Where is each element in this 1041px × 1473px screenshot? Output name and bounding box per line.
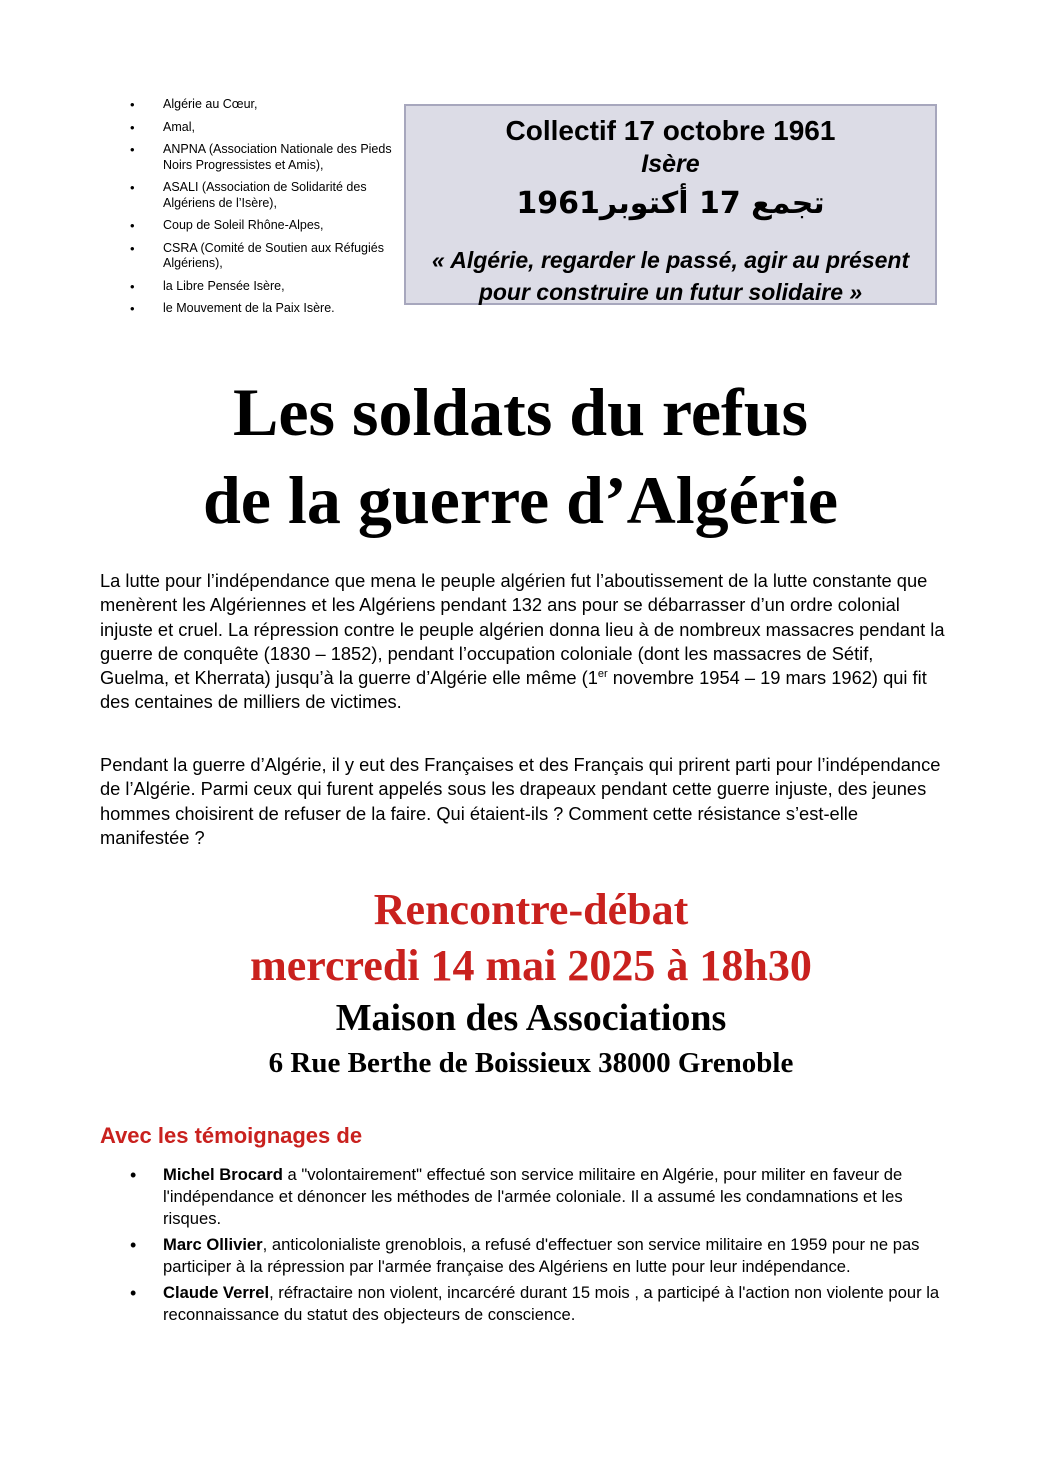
org-item: • le Mouvement de la Paix Isère. xyxy=(130,301,398,317)
title-line-1: Les soldats du refus xyxy=(233,374,808,450)
collectif-arabic-name: تجمع 17 أكتوبر1961 xyxy=(516,186,825,221)
title-line-2: de la guerre d’Algérie xyxy=(202,462,839,538)
org-item: • ASALI (Association de Solidarité des Algériens de l’Isère), xyxy=(130,180,398,211)
collectif-name: Collectif 17 octobre 1961 xyxy=(505,115,836,146)
testimonies-heading: Avec les témoignages de xyxy=(100,1123,363,1148)
testimony-text: , anticolonialiste grenoblois, a refusé d'effectuer son service militaire en 1959 pour ne pas participer à la répression par l'armée française des Algériens en lutte pour leur indépendance. xyxy=(163,1235,920,1276)
testimony-name: Marc Ollivier xyxy=(163,1235,263,1254)
testimony-item xyxy=(130,1282,940,1326)
slogan-line-2: pour construire un futur solidaire » xyxy=(478,279,863,305)
org-item: • la Libre Pensée Isère, xyxy=(130,279,398,295)
collectif-region: Isère xyxy=(641,150,700,178)
testimony-item xyxy=(130,1234,940,1278)
context-paragraph: Pendant la guerre d’Algérie, il y eut des Françaises et des Français qui prirent parti pour l’indépendance de l’Algérie. Parmi ceux qui furent appelés sous les drapeaux pendant cette guerre injuste, des jeunes hommes choisirent de refuser de la faire. Qui étaient-ils ? Comment cette résistance s’est-elle manifestée ? xyxy=(100,754,941,848)
organisations-list xyxy=(130,97,398,324)
collectif-slogan xyxy=(406,244,935,308)
org-item: • Amal, xyxy=(130,120,398,136)
event-date: mercredi 14 mai 2025 à 18h30 xyxy=(250,941,812,990)
slogan-line-1: « Algérie, regarder le passé, agir au présent xyxy=(431,247,910,273)
intro-text-end: novembre 1954 – 19 mars 1962) qui fit des centaines de milliers de victimes. xyxy=(100,667,927,713)
org-item: • CSRA (Comité de Soutien aux Réfugiés Algériens), xyxy=(130,241,398,272)
org-item: • ANPNA (Association Nationale des Pieds Noirs Progressistes et Amis), xyxy=(130,142,398,173)
superscript-er: er xyxy=(597,668,608,681)
event-type: Rencontre-débat xyxy=(373,885,689,934)
testimony-item xyxy=(130,1164,940,1230)
event-venue: Maison des Associations xyxy=(335,997,727,1039)
intro-paragraph xyxy=(100,569,945,715)
event-address: 6 Rue Berthe de Boissieux 38000 Grenoble xyxy=(268,1047,794,1079)
page-title xyxy=(0,368,1041,544)
testimony-text: a "volontairement" effectué son service militaire en Algérie, pour militer en faveur de l'indépendance et dénoncer les méthodes de l'armée coloniale. Il a assumé les condamnations et les risques. xyxy=(163,1165,903,1228)
org-item: • Algérie au Cœur, xyxy=(130,97,398,113)
testimony-name: Claude Verrel xyxy=(163,1283,270,1302)
org-item: • Coup de Soleil Rhône-Alpes, xyxy=(130,218,398,234)
testimony-text: , réfractaire non violent, incarcéré durant 15 mois , a participé à l'action non violente pour la reconnaissance du statut des objecteurs de conscience. xyxy=(163,1283,940,1324)
collectif-box xyxy=(404,104,937,305)
testimonies-list xyxy=(130,1164,940,1330)
testimony-name: Michel Brocard xyxy=(163,1165,283,1184)
intro-text-start: La lutte pour l’indépendance que mena le peuple algérien fut l’aboutissement de la lutte constante que menèrent les Algériennes et les Algériens pendant 132 ans pour se débarrasser d’un ordre colonial injuste et cruel. La répression contre le peuple algérien donna lieu à de nombreux massacres pendant la guerre de conquête (1830 – 1852), pendant l’occupation coloniale (dont les massacres de Sétif, Guelma, et Kherrata) jusqu’à la guerre d’Algérie elle même (1 xyxy=(100,570,945,689)
